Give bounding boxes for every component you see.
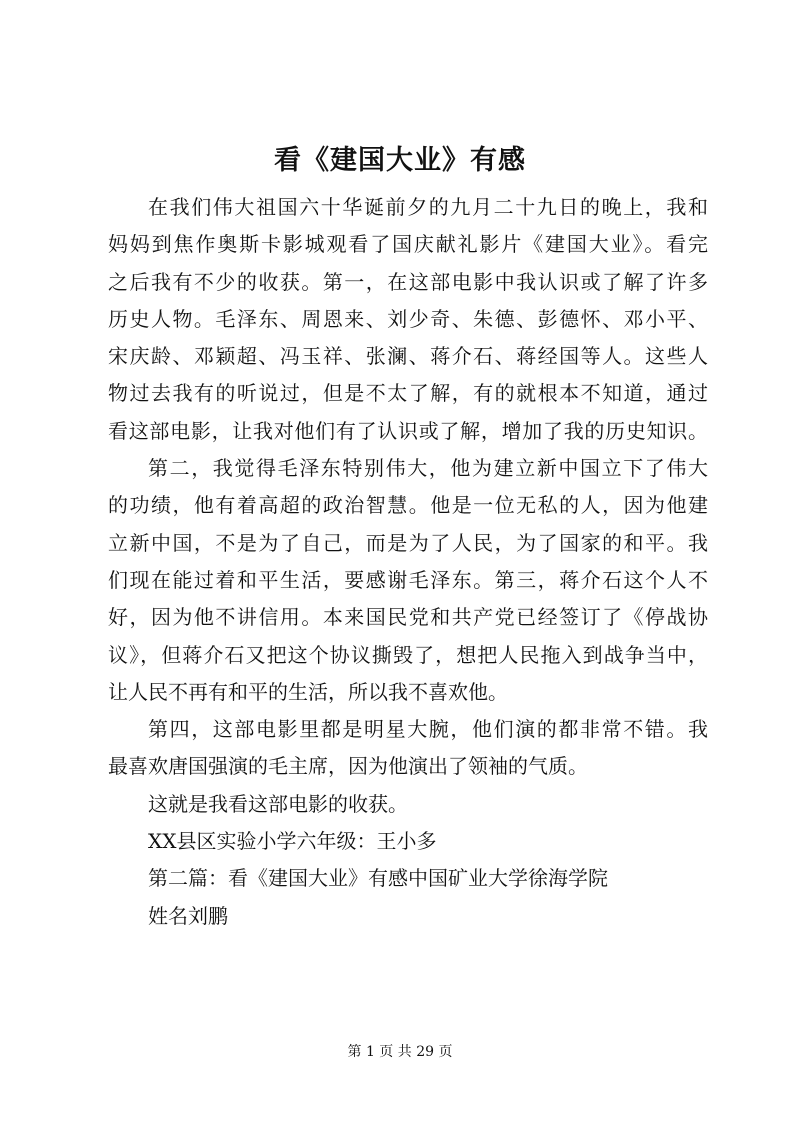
text-line: 好，因为他不讲信用。本来国民党和共产党已经签订了《停战协 [108,605,708,630]
document-body [108,189,708,935]
text-line: 第二，我觉得毛泽东特别伟大，他为建立新中国立下了伟大 [148,456,708,481]
text-line: 之后我有不少的收获。第一，在这部电影中我认识或了解了许多 [108,269,708,294]
text-line: 们现在能过着和平生活，要感谢毛泽东。第三，蒋介石这个人不 [108,567,708,592]
text-line: 历史人物。毛泽东、周恩来、刘少奇、朱德、彭德怀、邓小平、 [108,306,708,331]
document-title: 看《建国大业》有感 [274,145,526,176]
text-line: 妈妈到焦作奥斯卡影城观看了国庆献礼影片《建国大业》。看完 [108,232,708,257]
text-line: 最喜欢唐国强演的毛主席，因为他演出了领袖的气质。 [108,754,588,779]
text-line: 看这部电影，让我对他们有了认识或了解，增加了我的历史知识。 [108,418,708,443]
text-line: 第二篇：看《建国大业》有感中国矿业大学徐海学院 [148,866,608,891]
text-line: 让人民不再有和平的生活，所以我不喜欢他。 [108,679,508,704]
text-line: 第四，这部电影里都是明星大腕，他们演的都非常不错。我 [148,717,708,742]
text-line: 物过去我有的听说过，但是不太了解，有的就根本不知道，通过 [108,381,708,406]
page-footer: 第 1 页 共 29 页 [347,1044,453,1060]
text-line: 宋庆龄、邓颖超、冯玉祥、张澜、蒋介石、蒋经国等人。这些人 [108,344,708,369]
text-line: 的功绩，他有着高超的政治智慧。他是一位无私的人，因为他建 [108,493,708,518]
text-line: 立新中国，不是为了自己，而是为了人民，为了国家的和平。我 [108,530,708,555]
text-line: 姓名刘鹏 [148,903,228,928]
text-line: 在我们伟大祖国六十华诞前夕的九月二十九日的晚上，我和 [148,195,708,219]
text-line: XX县区实验小学六年级：王小多 [148,829,437,854]
text-line: 议》，但蒋介石又把这个协议撕毁了，想把人民拖入到战争当中， [108,642,708,667]
text-line: 这就是我看这部电影的收获。 [148,791,408,816]
